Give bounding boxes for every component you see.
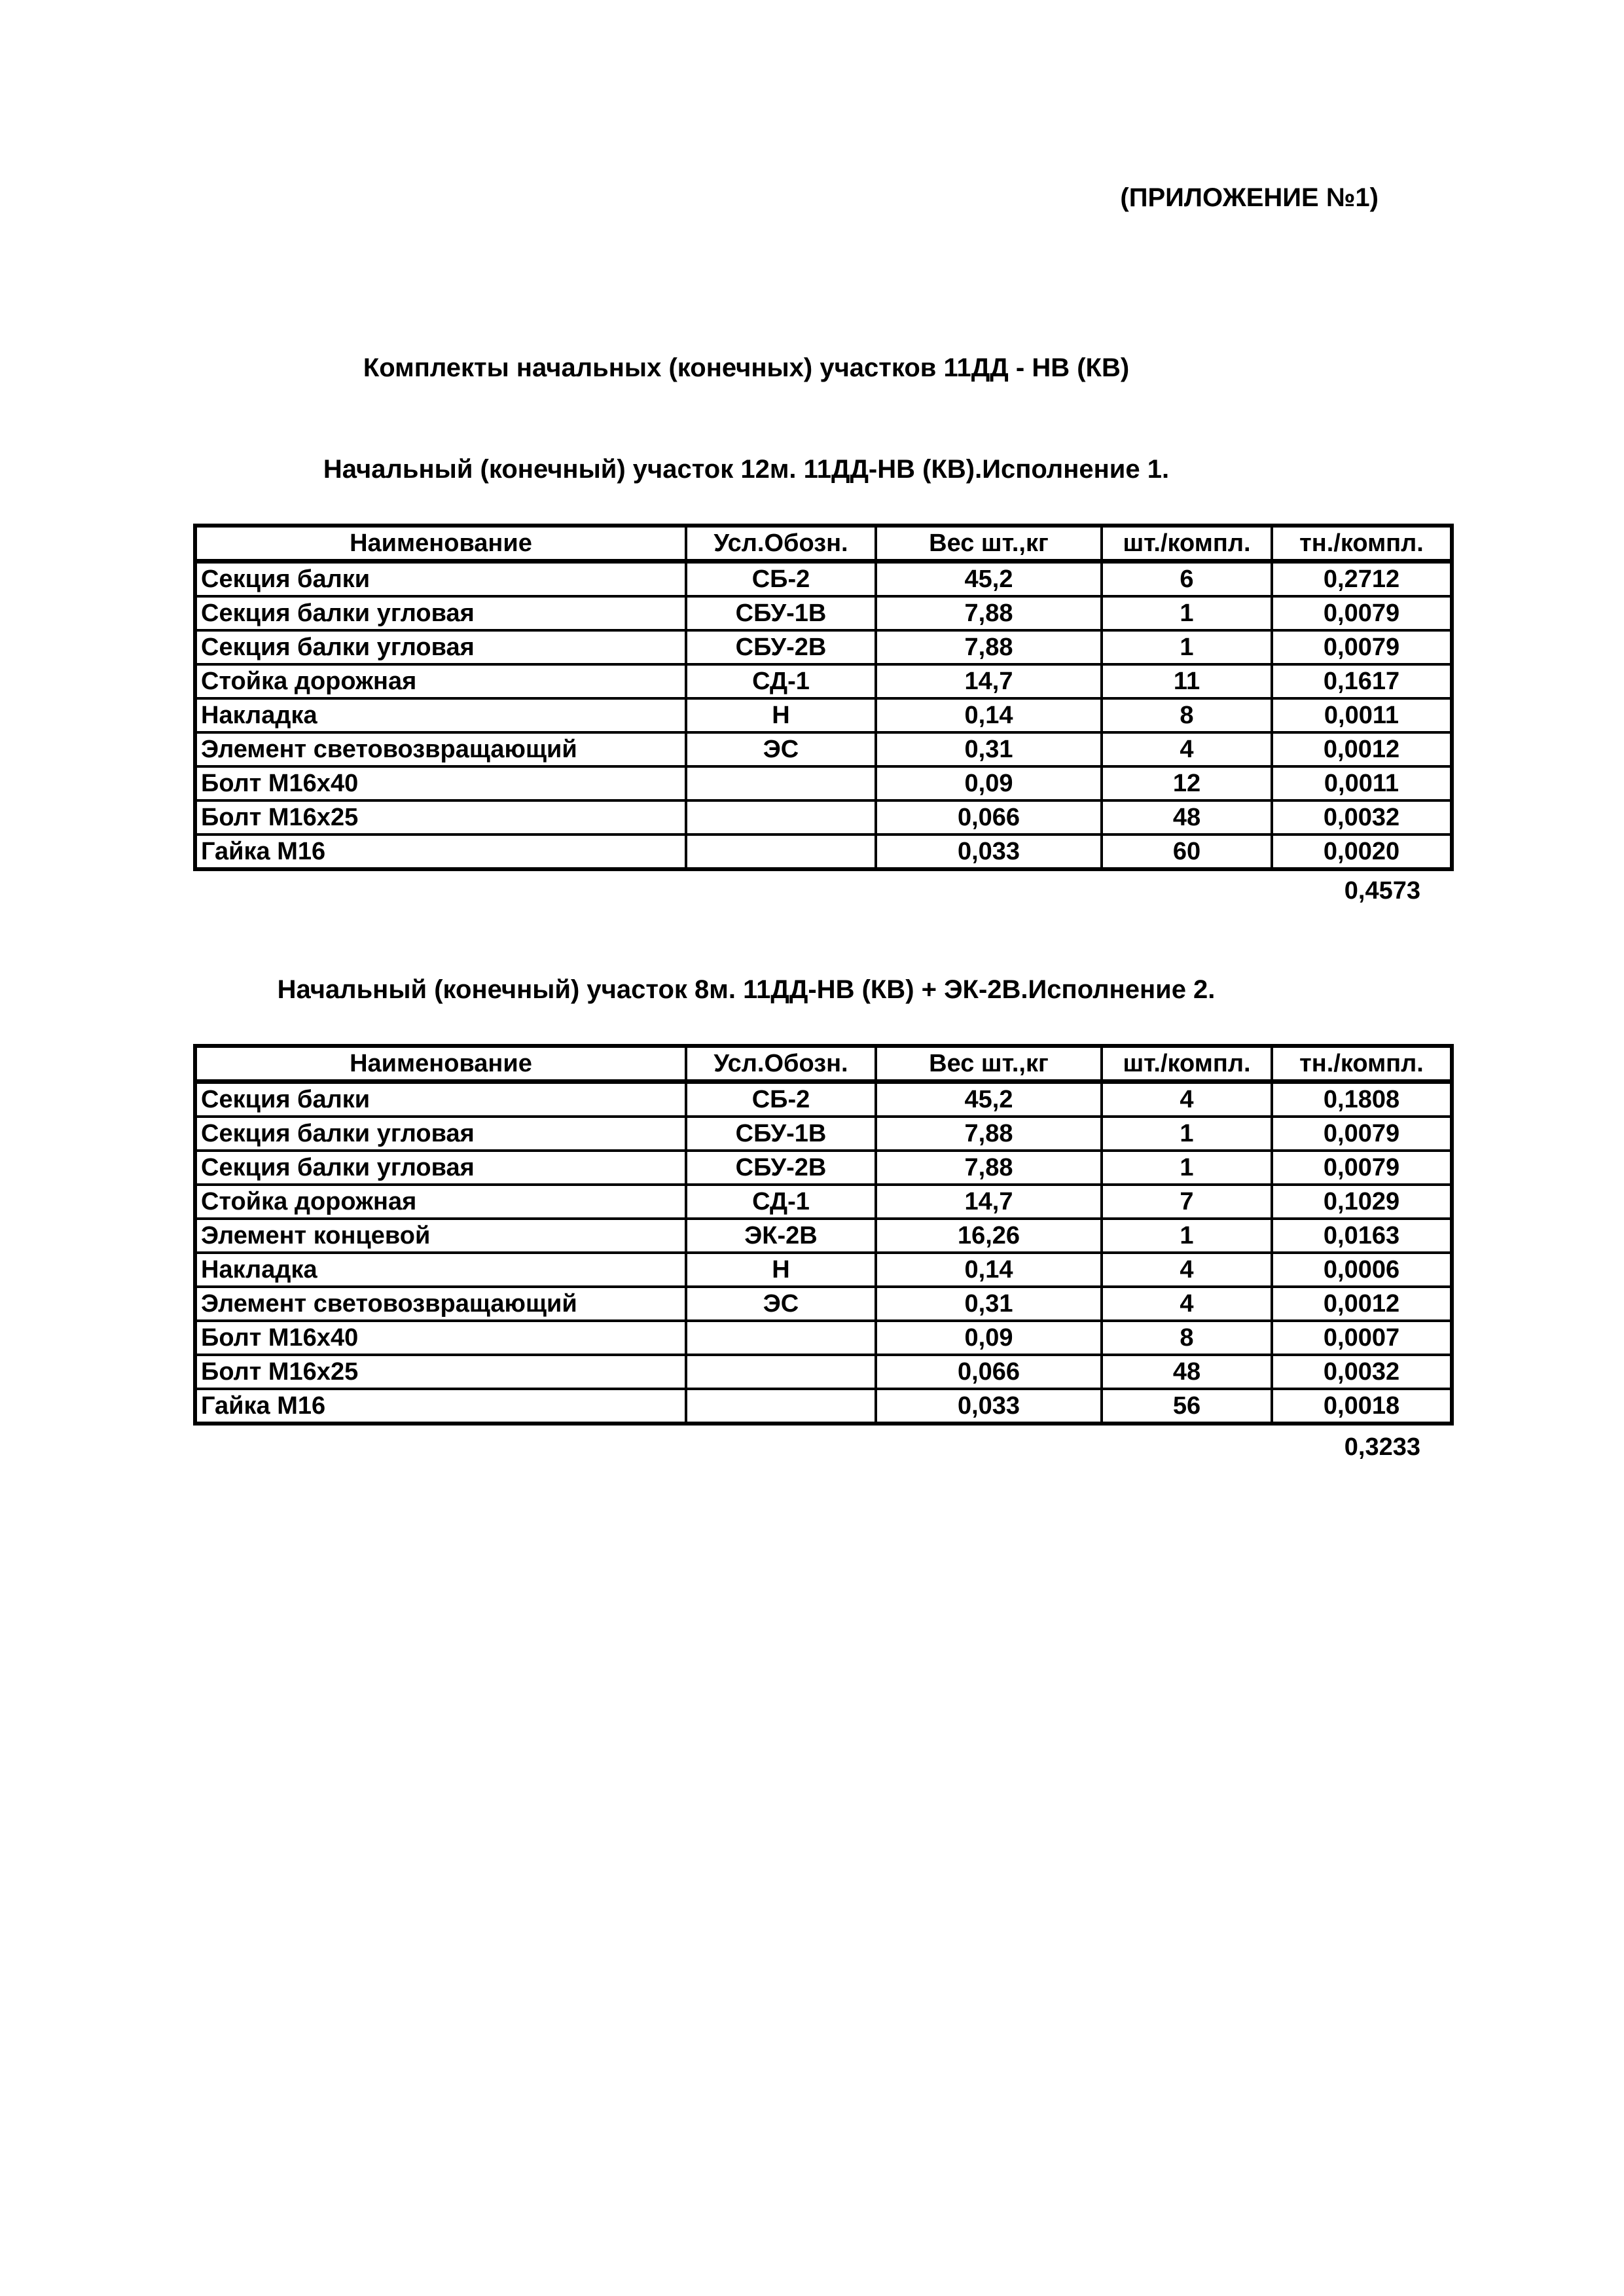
cell-name: Накладка: [195, 1253, 686, 1287]
table-total: 0,3233: [1344, 1433, 1420, 1461]
cell-tons: 0,1808: [1272, 1082, 1452, 1117]
cell-qty: 60: [1102, 834, 1272, 869]
column-header-name: Наименование: [195, 1046, 686, 1082]
cell-code: ЭС: [686, 1287, 876, 1321]
table-row: [195, 664, 1452, 698]
cell-name: Болт М16х25: [195, 1355, 686, 1389]
table-header-row: [195, 526, 1452, 562]
column-header-code: Усл.Обозн.: [686, 526, 876, 562]
table-row: [195, 834, 1452, 869]
cell-tons: 0,1029: [1272, 1185, 1452, 1219]
cell-name: Элемент концевой: [195, 1219, 686, 1253]
table-row: [195, 1219, 1452, 1253]
cell-code: СБ-2: [686, 1082, 876, 1117]
cell-weight: 7,88: [876, 596, 1102, 630]
cell-qty: 4: [1102, 1082, 1272, 1117]
table-row: [195, 1321, 1452, 1355]
table-title: Начальный (конечный) участок 12м. 11ДД-НВ (КВ).Исполнение 1.: [323, 455, 1170, 484]
cell-qty: 1: [1102, 1117, 1272, 1151]
table-row: [195, 1355, 1452, 1389]
cell-qty: 1: [1102, 596, 1272, 630]
cell-tons: 0,0018: [1272, 1389, 1452, 1424]
table-total: 0,4573: [1344, 877, 1420, 905]
cell-tons: 0,0032: [1272, 1355, 1452, 1389]
column-header-tons: тн./компл.: [1272, 526, 1452, 562]
cell-weight: 7,88: [876, 630, 1102, 664]
cell-name: Элемент световозвращающий: [195, 1287, 686, 1321]
cell-weight: 0,14: [876, 1253, 1102, 1287]
cell-qty: 12: [1102, 766, 1272, 800]
cell-name: Болт М16х40: [195, 766, 686, 800]
cell-code: Н: [686, 698, 876, 732]
table-title: Начальный (конечный) участок 8м. 11ДД-НВ (КВ) + ЭК-2В.Исполнение 2.: [277, 975, 1216, 1004]
table-row: [195, 1151, 1452, 1185]
cell-name: Стойка дорожная: [195, 1185, 686, 1219]
cell-weight: 7,88: [876, 1151, 1102, 1185]
cell-name: Накладка: [195, 698, 686, 732]
cell-qty: 11: [1102, 664, 1272, 698]
column-header-code: Усл.Обозн.: [686, 1046, 876, 1082]
table-row: [195, 1117, 1452, 1151]
cell-tons: 0,0011: [1272, 698, 1452, 732]
cell-weight: 16,26: [876, 1219, 1102, 1253]
cell-name: Секция балки угловая: [195, 1151, 686, 1185]
spec-table: [193, 1044, 1454, 1426]
cell-weight: 0,14: [876, 698, 1102, 732]
cell-code: СБУ-1В: [686, 596, 876, 630]
cell-name: Болт М16х40: [195, 1321, 686, 1355]
cell-name: Секция балки угловая: [195, 630, 686, 664]
column-header-qty: шт./компл.: [1102, 526, 1272, 562]
cell-code: [686, 834, 876, 869]
cell-tons: 0,1617: [1272, 664, 1452, 698]
table-header-row: [195, 1046, 1452, 1082]
cell-qty: 6: [1102, 562, 1272, 597]
cell-weight: 0,033: [876, 834, 1102, 869]
column-header-name: Наименование: [195, 526, 686, 562]
cell-code: [686, 800, 876, 834]
cell-code: [686, 1321, 876, 1355]
cell-qty: 56: [1102, 1389, 1272, 1424]
cell-code: СБУ-2В: [686, 1151, 876, 1185]
cell-weight: 45,2: [876, 1082, 1102, 1117]
column-header-qty: шт./компл.: [1102, 1046, 1272, 1082]
cell-code: [686, 1389, 876, 1424]
column-header-weight: Вес шт.,кг: [876, 526, 1102, 562]
cell-name: Секция балки: [195, 1082, 686, 1117]
cell-qty: 7: [1102, 1185, 1272, 1219]
column-header-tons: тн./компл.: [1272, 1046, 1452, 1082]
cell-weight: 0,033: [876, 1389, 1102, 1424]
table-row: [195, 732, 1452, 766]
cell-qty: 1: [1102, 630, 1272, 664]
table-row: [195, 562, 1452, 597]
cell-weight: 0,31: [876, 732, 1102, 766]
spec-table: [193, 524, 1454, 871]
table-row: [195, 596, 1452, 630]
cell-name: Гайка М16: [195, 1389, 686, 1424]
table-row: [195, 1253, 1452, 1287]
cell-qty: 48: [1102, 800, 1272, 834]
cell-weight: 14,7: [876, 1185, 1102, 1219]
cell-name: Элемент световозвращающий: [195, 732, 686, 766]
cell-weight: 0,31: [876, 1287, 1102, 1321]
cell-qty: 4: [1102, 1253, 1272, 1287]
table-row: [195, 766, 1452, 800]
cell-tons: 0,0079: [1272, 1151, 1452, 1185]
cell-weight: 45,2: [876, 562, 1102, 597]
cell-tons: 0,2712: [1272, 562, 1452, 597]
cell-qty: 4: [1102, 732, 1272, 766]
cell-weight: 0,066: [876, 1355, 1102, 1389]
cell-name: Болт М16х25: [195, 800, 686, 834]
cell-tons: 0,0011: [1272, 766, 1452, 800]
table-row: [195, 1082, 1452, 1117]
cell-name: Стойка дорожная: [195, 664, 686, 698]
cell-tons: 0,0012: [1272, 732, 1452, 766]
cell-tons: 0,0012: [1272, 1287, 1452, 1321]
cell-name: Секция балки угловая: [195, 596, 686, 630]
cell-qty: 1: [1102, 1219, 1272, 1253]
cell-code: ЭС: [686, 732, 876, 766]
cell-code: [686, 766, 876, 800]
column-header-weight: Вес шт.,кг: [876, 1046, 1102, 1082]
table-row: [195, 1185, 1452, 1219]
cell-weight: 14,7: [876, 664, 1102, 698]
cell-tons: 0,0079: [1272, 596, 1452, 630]
table-row: [195, 1287, 1452, 1321]
cell-qty: 48: [1102, 1355, 1272, 1389]
cell-weight: 0,09: [876, 766, 1102, 800]
cell-code: СБУ-2В: [686, 630, 876, 664]
cell-qty: 8: [1102, 698, 1272, 732]
cell-tons: 0,0032: [1272, 800, 1452, 834]
cell-name: Секция балки угловая: [195, 1117, 686, 1151]
table-row: [195, 698, 1452, 732]
cell-code: [686, 1355, 876, 1389]
cell-qty: 1: [1102, 1151, 1272, 1185]
cell-tons: 0,0163: [1272, 1219, 1452, 1253]
cell-qty: 8: [1102, 1321, 1272, 1355]
cell-weight: 0,09: [876, 1321, 1102, 1355]
cell-weight: 0,066: [876, 800, 1102, 834]
cell-code: СД-1: [686, 664, 876, 698]
cell-code: СБУ-1В: [686, 1117, 876, 1151]
cell-code: СБ-2: [686, 562, 876, 597]
cell-tons: 0,0006: [1272, 1253, 1452, 1287]
cell-tons: 0,0007: [1272, 1321, 1452, 1355]
cell-name: Гайка М16: [195, 834, 686, 869]
table-row: [195, 1389, 1452, 1424]
cell-code: СД-1: [686, 1185, 876, 1219]
cell-name: Секция балки: [195, 562, 686, 597]
table-row: [195, 800, 1452, 834]
cell-code: ЭК-2В: [686, 1219, 876, 1253]
cell-code: Н: [686, 1253, 876, 1287]
cell-tons: 0,0079: [1272, 630, 1452, 664]
cell-tons: 0,0079: [1272, 1117, 1452, 1151]
appendix-label: (ПРИЛОЖЕНИЕ №1): [1120, 183, 1379, 212]
table-row: [195, 630, 1452, 664]
cell-qty: 4: [1102, 1287, 1272, 1321]
cell-tons: 0,0020: [1272, 834, 1452, 869]
cell-weight: 7,88: [876, 1117, 1102, 1151]
document-title: Комплекты начальных (конечных) участков 11ДД - НВ (КВ): [363, 353, 1130, 382]
